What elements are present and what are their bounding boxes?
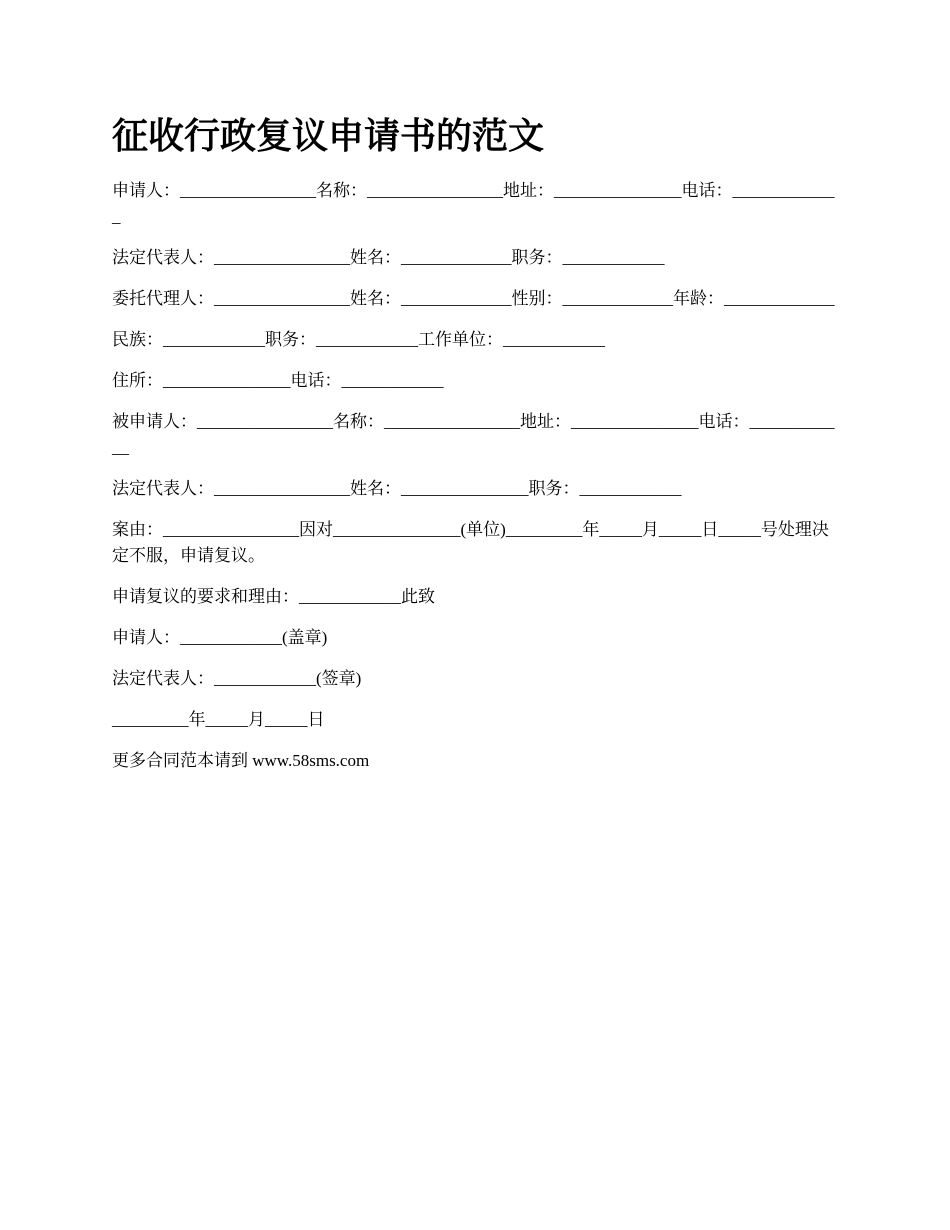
respondent-line: 被申请人：________________名称：________________地址：_______________电话：____________ — [112, 412, 835, 457]
request-reason-line: 申请复议的要求和理由：____________此致 — [112, 587, 435, 606]
legal-representative-line: 法定代表人：________________姓名：_____________职务：____________ — [112, 248, 665, 267]
document-body — [112, 178, 840, 789]
legal-representative-signature-line: 法定代表人：____________(签章) — [112, 669, 362, 688]
entrusted-agent-line: 委托代理人：________________姓名：_____________性别：_____________年龄：_____________ — [112, 289, 835, 308]
applicant-seal-line: 申请人：____________(盖章) — [112, 628, 328, 647]
residence-line: 住所：_______________电话：____________ — [112, 371, 444, 390]
applicant-line: 申请人：________________名称：________________地址：_______________电话：_____________ — [112, 181, 835, 226]
ethnicity-line: 民族：____________职务：____________工作单位：____________ — [112, 330, 605, 349]
document-title: 征收行政复议申请书的范文 — [112, 116, 545, 156]
footer-link-line: 更多合同范本请到 www.58sms.com — [112, 751, 370, 770]
respondent-legal-representative-line: 法定代表人：________________姓名：_______________职务：____________ — [112, 479, 682, 498]
date-line: _________年_____月_____日 — [112, 710, 325, 729]
case-cause-line: 案由：________________因对_______________(单位)_________年_____月_____日_____号处理决定不服，申请复议。 — [112, 520, 829, 565]
